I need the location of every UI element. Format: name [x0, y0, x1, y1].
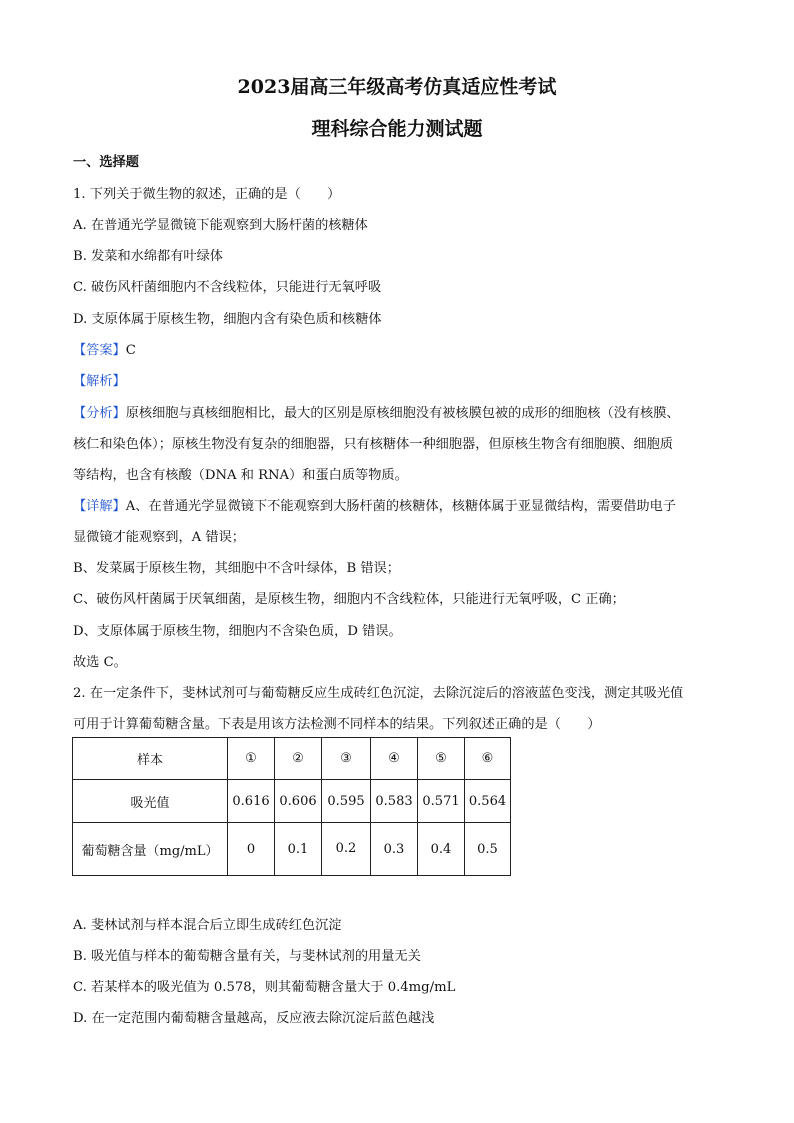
q2-stem-line-2: 可用于计算葡萄糖含量。下表是用该方法检测不同样本的结果。下列叙述正确的是（ ） — [73, 717, 601, 732]
table-cell: 0.583 — [371, 780, 418, 823]
q2-option-b: B. 吸光值与样本的葡萄糖含量有关，与斐林试剂的用量无关 — [73, 949, 421, 964]
q1-option-c: C. 破伤风杆菌细胞内不含线粒体，只能进行无氧呼吸 — [73, 280, 382, 295]
table-cell: ④ — [371, 738, 418, 780]
table-row-header: 样本 — [73, 738, 228, 780]
table-cell: 0.4 — [418, 823, 465, 876]
analysis-tag: 【解析】 — [73, 374, 126, 389]
table-cell: ① — [228, 738, 275, 780]
exam-subtitle: 理科综合能力测试题 — [311, 118, 483, 140]
table-row-header: 葡萄糖含量（mg/mL） — [73, 823, 228, 876]
q2-data-table — [72, 737, 511, 876]
xiangjie-text: A、在普通光学显微镜下不能观察到大肠杆菌的核糖体，核糖体属于亚显微结构，需要借助电子 — [125, 499, 676, 514]
q1-xiangjie-line-1 — [73, 495, 676, 514]
table-row — [73, 823, 511, 876]
q2-option-a: A. 斐林试剂与样本混合后立即生成砖红色沉淀 — [73, 918, 342, 933]
table-cell: ⑤ — [418, 738, 465, 780]
table-cell: ③ — [322, 738, 371, 780]
table-cell: 0 — [228, 823, 275, 876]
table-cell: 0.1 — [275, 823, 322, 876]
q1-fenxi-line-3: 等结构，也含有核酸（DNA 和 RNA）和蛋白质等物质。 — [73, 468, 408, 483]
q1-xiangjie-line-5: D、支原体属于原核生物，细胞内不含染色质，D 错误。 — [73, 624, 402, 639]
table-cell: 0.571 — [418, 780, 465, 823]
q2-option-c: C. 若某样本的吸光值为 0.578，则其葡萄糖含量大于 0.4mg/mL — [73, 980, 456, 995]
table-cell: 0.595 — [322, 780, 371, 823]
exam-title: 2023届高三年级高考仿真适应性考试 — [237, 76, 557, 98]
table-row — [73, 780, 511, 823]
q1-option-b: B. 发菜和水绵都有叶绿体 — [73, 249, 223, 264]
q1-answer — [73, 339, 136, 358]
table-cell: 0.606 — [275, 780, 322, 823]
answer-tag: 【答案】 — [73, 343, 126, 358]
q1-stem: 1. 下列关于微生物的叙述，正确的是（ ） — [73, 187, 341, 202]
q2-stem-line-1: 2. 在一定条件下，斐林试剂可与葡萄糖反应生成砖红色沉淀，去除沉淀后的溶液蓝色变浅，测定其吸光值 — [73, 686, 684, 701]
q1-fenxi-line-2: 核仁和染色体）；原核生物没有复杂的细胞器，只有核糖体一种细胞器，但原核生物含有细胞膜、细胞质 — [73, 437, 674, 452]
table-cell-wrapped: 0.2 — [335, 841, 357, 856]
section-heading: 一、选择题 — [73, 155, 139, 170]
table-cell: 0.3 — [371, 823, 418, 876]
q1-option-d: D. 支原体属于原核生物，细胞内含有染色质和核糖体 — [73, 312, 382, 327]
q1-xiangjie-line-3: B、发菜属于原核生物，其细胞中不含叶绿体，B 错误； — [73, 561, 400, 576]
q1-conclusion: 故选 C。 — [73, 655, 127, 670]
q1-xiangjie-line-2: 显微镜才能观察到，A 错误； — [73, 530, 245, 545]
table-row-header: 吸光值 — [73, 780, 228, 823]
q1-fenxi-line-1 — [73, 402, 680, 421]
table-cell: ② — [275, 738, 322, 780]
q1-analysis-heading — [73, 370, 126, 389]
q2-option-d: D. 在一定范围内葡萄糖含量越高，反应液去除沉淀后蓝色越浅 — [73, 1011, 435, 1026]
table-cell — [322, 823, 371, 876]
xiangjie-tag: 【详解】 — [73, 499, 126, 514]
fenxi-text: 原核细胞与真核细胞相比，最大的区别是原核细胞没有被核膜包被的成形的细胞核（没有核膜、 — [125, 406, 680, 421]
table-row — [73, 738, 511, 780]
table-cell: 0.616 — [228, 780, 275, 823]
table-cell: 0.564 — [465, 780, 511, 823]
table-cell: ⑥ — [465, 738, 511, 780]
q1-option-a: A. 在普通光学显微镜下能观察到大肠杆菌的核糖体 — [73, 218, 368, 233]
table-cell: 0.5 — [465, 823, 511, 876]
fenxi-tag: 【分析】 — [73, 406, 126, 421]
q1-xiangjie-line-4: C、破伤风杆菌属于厌氧细菌，是原核生物，细胞内不含线粒体，只能进行无氧呼吸，C 正确； — [73, 592, 625, 607]
answer-value: C — [125, 343, 136, 358]
